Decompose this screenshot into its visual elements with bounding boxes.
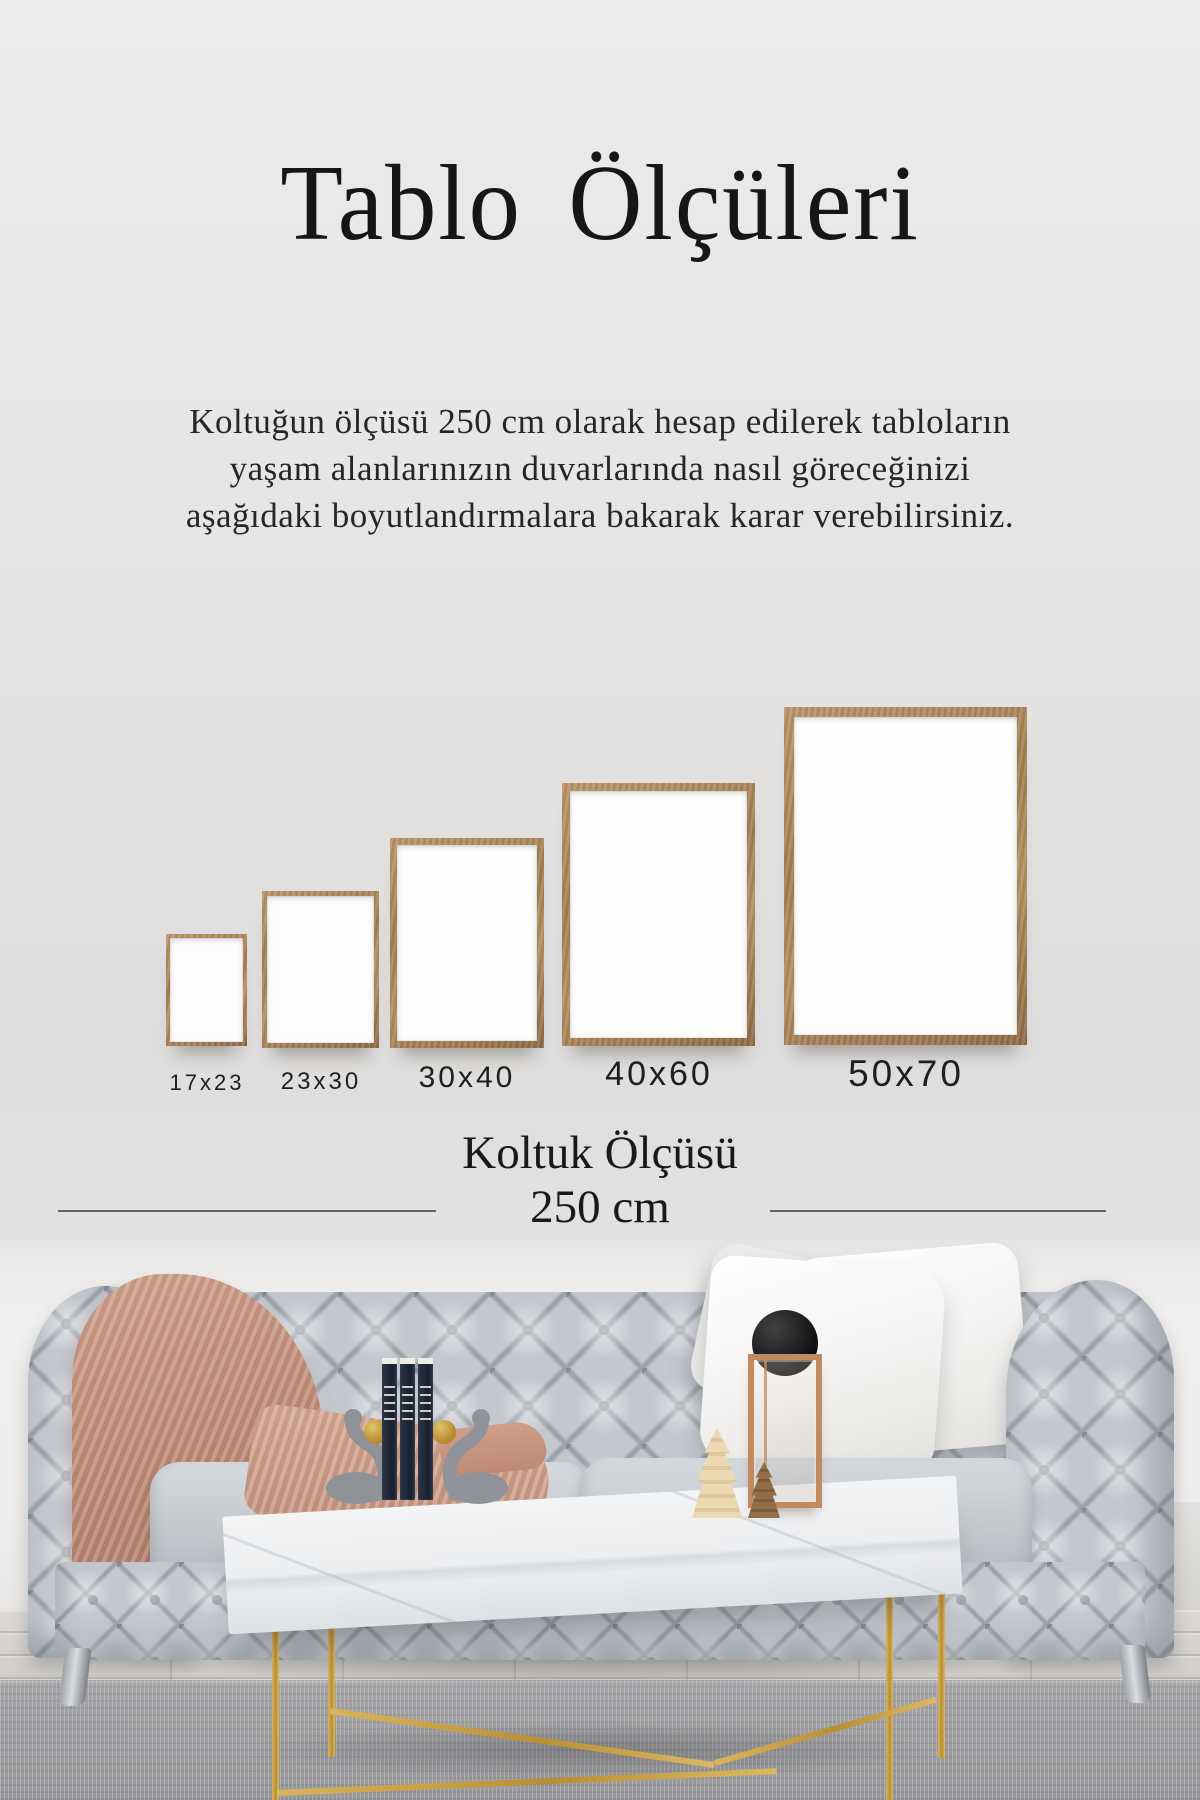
bookend-gold-ball — [432, 1420, 456, 1444]
book-spine — [400, 1358, 415, 1500]
sofa-measure-value: 250 cm — [530, 1181, 670, 1233]
divider-line-left — [58, 1210, 436, 1212]
living-room-photo — [0, 1240, 1200, 1800]
picture-frame-30x40 — [390, 838, 544, 1048]
size-label-30x40: 30x40 — [418, 1061, 516, 1094]
picture-frame-17x23 — [166, 934, 247, 1046]
pillow — [698, 1254, 947, 1475]
frame-blank-canvas — [267, 896, 374, 1043]
description-paragraph — [0, 398, 1200, 539]
description-line: aşağıdaki boyutlandırmalara bakarak karar verebilirsiniz. — [185, 496, 1015, 535]
description-line: yaşam alanlarınızın duvarlarında nasıl göreceğinizi — [229, 449, 971, 488]
book-spine — [382, 1358, 397, 1500]
picture-frame-40x60 — [562, 783, 755, 1046]
sofa-measure-title: Koltuk Ölçüsü — [462, 1127, 738, 1179]
divider-line-right — [770, 1210, 1106, 1212]
size-label-50x70: 50x70 — [848, 1053, 964, 1094]
size-label-17x23: 17x23 — [169, 1070, 245, 1095]
frame-blank-canvas — [570, 791, 747, 1038]
frame-blank-canvas — [397, 845, 537, 1041]
picture-frame-50x70 — [784, 707, 1027, 1045]
description-line: Koltuğun ölçüsü 250 cm olarak hesap edilerek tabloların — [189, 402, 1011, 441]
picture-frame-23x30 — [262, 891, 379, 1048]
frame-blank-canvas — [794, 717, 1017, 1035]
page-title: Tablo Ölçüleri — [280, 144, 920, 263]
frame-blank-canvas — [170, 938, 243, 1042]
size-label-40x60: 40x60 — [605, 1055, 713, 1093]
size-label-23x30: 23x30 — [280, 1068, 362, 1095]
book-spine — [418, 1358, 433, 1500]
